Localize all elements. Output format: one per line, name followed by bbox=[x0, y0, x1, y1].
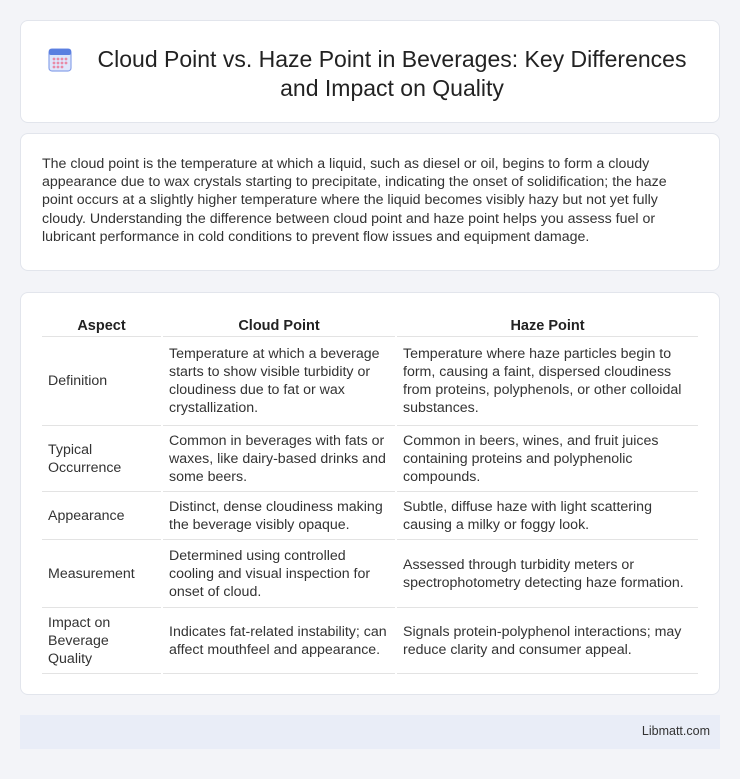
cell-aspect: Appearance bbox=[42, 492, 162, 540]
cell-aspect: Measurement bbox=[42, 540, 162, 608]
table-row bbox=[42, 608, 698, 674]
column-header-haze-point: Haze Point bbox=[396, 315, 698, 337]
footer-bar bbox=[20, 715, 720, 749]
table-row bbox=[42, 337, 698, 426]
cell-haze-point: Common in beers, wines, and fruit juices containing proteins and polyphenolic compounds. bbox=[396, 426, 698, 492]
cell-cloud-point: Indicates fat-related instability; can affect mouthfeel and appearance. bbox=[162, 608, 396, 674]
column-header-cloud-point: Cloud Point bbox=[162, 315, 396, 337]
comparison-table bbox=[42, 315, 698, 674]
header-card bbox=[20, 20, 720, 123]
footer-brand: Libmatt.com bbox=[641, 724, 710, 738]
cell-haze-point: Temperature where haze particles begin to form, causing a faint, dispersed cloudiness from proteins, polyphenols, or other colloidal substances. bbox=[396, 337, 698, 426]
intro-paragraph: The cloud point is the temperature at which a liquid, such as diesel or oil, begins to form a cloudy appearance due to wax crystals starting to precipitate, indicating the onset of solidification; the haze point occurs at a slightly higher temperature where the liquid becomes visibly hazy but not yet fully cloudy. Understanding the difference between cloud point and haze point helps you assess fuel or lubricant performance in cold conditions to prevent flow issues and equipment damage. bbox=[42, 156, 667, 245]
title-wrap bbox=[49, 45, 699, 103]
cell-haze-point: Assessed through turbidity meters or spectrophotometry detecting haze formation. bbox=[396, 540, 698, 608]
cell-haze-point: Signals protein-polyphenol interactions; may reduce clarity and consumer appeal. bbox=[396, 608, 698, 674]
cell-cloud-point: Common in beverages with fats or waxes, like dairy-based drinks and some beers. bbox=[162, 426, 396, 492]
table-card bbox=[20, 292, 720, 695]
table-row bbox=[42, 540, 698, 608]
cell-cloud-point: Determined using controlled cooling and visual inspection for onset of cloud. bbox=[162, 540, 396, 608]
page-title: Cloud Point vs. Haze Point in Beverages: Key Differences and Impact on Quality bbox=[97, 46, 687, 101]
intro-card bbox=[20, 133, 720, 271]
cell-aspect: Definition bbox=[42, 337, 162, 426]
cell-aspect: Impact on Beverage Quality bbox=[42, 608, 162, 674]
cell-aspect: Typical Occurrence bbox=[42, 426, 162, 492]
column-header-aspect: Aspect bbox=[42, 315, 162, 337]
table-row bbox=[42, 492, 698, 540]
table-header-row bbox=[42, 315, 698, 337]
cell-cloud-point: Temperature at which a beverage starts to show visible turbidity or cloudiness due to fat or wax crystallization. bbox=[162, 337, 396, 426]
table-row bbox=[42, 426, 698, 492]
cell-cloud-point: Distinct, dense cloudiness making the beverage visibly opaque. bbox=[162, 492, 396, 540]
cell-haze-point: Subtle, diffuse haze with light scattering causing a milky or foggy look. bbox=[396, 492, 698, 540]
